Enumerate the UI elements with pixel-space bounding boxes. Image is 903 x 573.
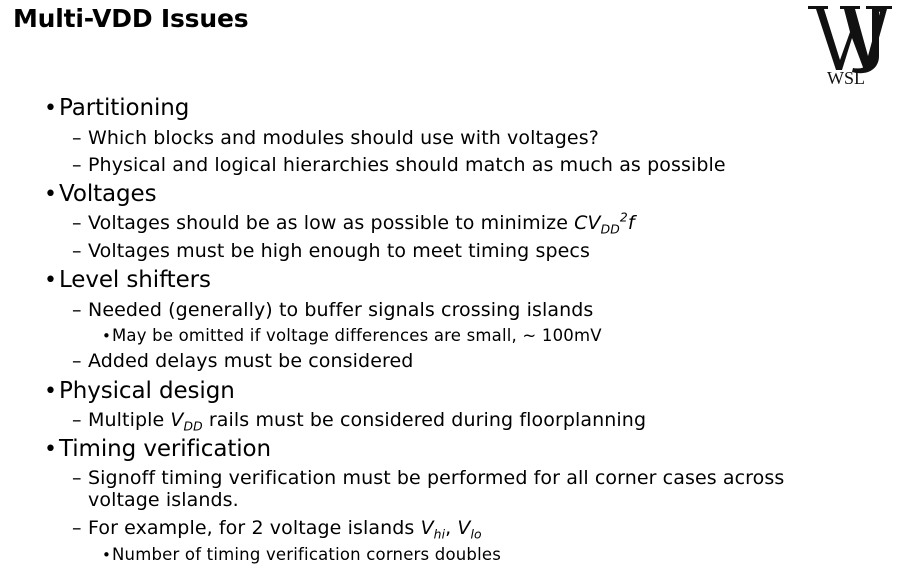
dash-icon: – bbox=[72, 517, 82, 539]
sub-item-timing-1-continued: voltage islands. bbox=[88, 489, 239, 511]
dash-icon: – bbox=[72, 154, 82, 176]
bullet-icon: • bbox=[44, 379, 57, 404]
formula-cv2f: $CV_{DD}^2f$ bbox=[574, 210, 635, 237]
bullet-timing-verification bbox=[44, 436, 271, 462]
heading-physical-design: Physical design bbox=[59, 378, 235, 404]
dash-icon: – bbox=[72, 467, 82, 489]
bullet-icon: • bbox=[44, 268, 57, 293]
dash-icon: – bbox=[72, 212, 82, 234]
heading-level-shifters: Level shifters bbox=[59, 267, 211, 293]
bullet-icon: • bbox=[44, 437, 57, 462]
logo-text: WSL bbox=[827, 68, 865, 88]
sub-item-voltages-1: – Voltages should be as low as possible to minimize $CV_{DD}^2f$ bbox=[72, 210, 635, 237]
bullet-icon: • bbox=[102, 327, 112, 345]
heading-partitioning: Partitioning bbox=[59, 95, 190, 121]
dash-icon: – bbox=[72, 127, 82, 149]
sub-item-partitioning-2: – Physical and logical hierarchies should match as much as possible bbox=[72, 154, 726, 176]
dash-icon: – bbox=[72, 240, 82, 262]
formula-vhi-vlo: $V_{hi}$ bbox=[420, 517, 446, 542]
sub-item-voltages-2: – Voltages must be high enough to meet timing specs bbox=[72, 240, 590, 262]
dash-icon: – bbox=[72, 350, 82, 372]
bullet-physical-design bbox=[44, 378, 235, 404]
bullet-voltages bbox=[44, 181, 156, 207]
bullet-level-shifters bbox=[44, 267, 211, 293]
sub-item-timing-1: – Signoff timing verification must be performed for all corner cases across bbox=[72, 467, 785, 489]
dash-icon: – bbox=[72, 299, 82, 321]
sub-sub-item-level-shifters: •May be omitted if voltage differences are small, ~ 100mV bbox=[102, 326, 602, 345]
sub-item-partitioning-1: – Which blocks and modules should use with voltages? bbox=[72, 127, 599, 149]
sub-item-timing-2: – For example, for 2 voltage islands $V_{hi}$, $V_{lo}$ bbox=[72, 517, 482, 542]
dash-icon: – bbox=[72, 409, 82, 431]
sub-item-level-shifters-1: – Needed (generally) to buffer signals crossing islands bbox=[72, 299, 594, 321]
bullet-icon: • bbox=[44, 182, 57, 207]
sub-item-level-shifters-2: – Added delays must be considered bbox=[72, 350, 414, 372]
sub-sub-item-timing: •Number of timing verification corners doubles bbox=[102, 545, 501, 564]
heading-voltages: Voltages bbox=[59, 181, 157, 207]
sub-item-physical-design-1: – Multiple $V_{DD}$ rails must be considered during floorplanning bbox=[72, 409, 647, 434]
bullet-icon: • bbox=[102, 546, 112, 564]
bullet-partitioning bbox=[44, 95, 189, 121]
slide-title: Multi-VDD Issues bbox=[13, 4, 249, 33]
formula-vdd: $V_{DD}$ bbox=[170, 409, 203, 434]
bullet-icon: • bbox=[44, 96, 57, 121]
heading-timing-verification: Timing verification bbox=[59, 436, 272, 462]
